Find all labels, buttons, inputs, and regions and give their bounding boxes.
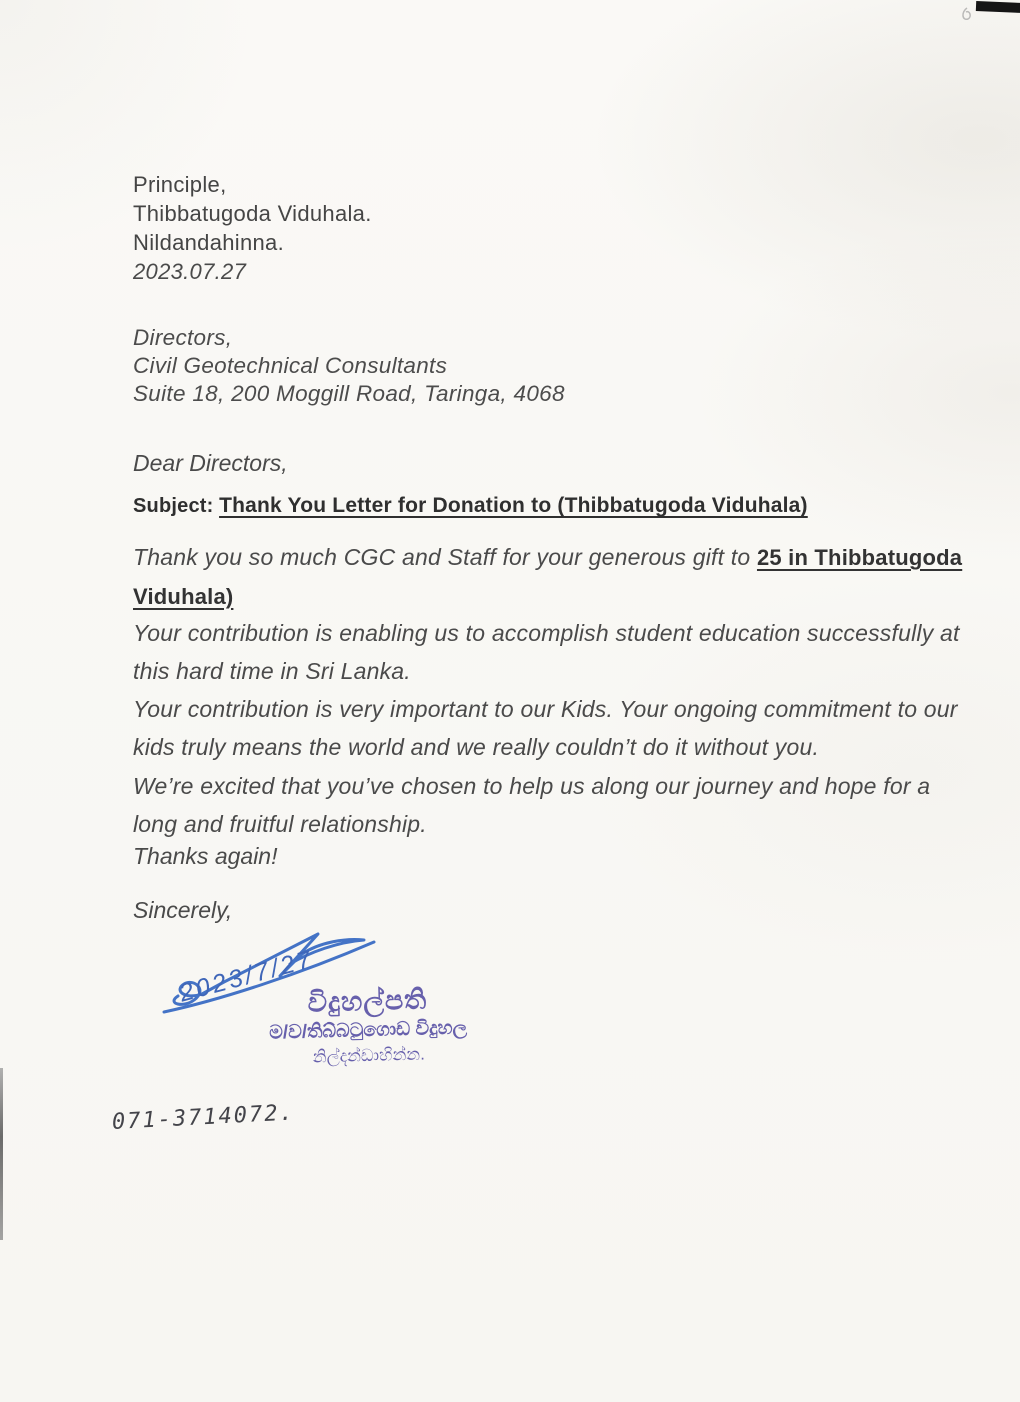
subject-text: Thank You Letter for Donation to (Thibbatugoda Viduhala)	[219, 494, 808, 517]
stamp-town: නිල්දන්ඩාහින්න.	[312, 1044, 426, 1067]
paragraph-thank-you-italic: Thank you so much CGC and Staff for your generous gift to	[133, 544, 757, 570]
paragraph-journey: We’re excited that you’ve chosen to help us along our journey and hope for a long and fruitful relationship.	[133, 773, 931, 837]
paragraph-contribution-kids: Your contribution is very important to our Kids. Your ongoing commitment to our kids truly means the world and we really couldn’t do it without you.	[133, 696, 958, 760]
sender-line: Nildandahinna.	[133, 230, 284, 255]
recipient-line: Suite 18, 200 Moggill Road, Taringa, 4068	[133, 381, 565, 406]
principal-stamp	[247, 981, 489, 1070]
salutation: Dear Directors,	[133, 450, 288, 476]
scan-artifact-corner	[976, 1, 1020, 13]
sender-address-block	[133, 170, 372, 286]
recipient-line: Directors,	[133, 325, 233, 350]
subject-label: Subject:	[133, 495, 214, 517]
stamp-title: විදුහල්පති	[307, 984, 428, 1018]
subject-line	[133, 494, 808, 518]
sender-line: Principle,	[133, 172, 227, 197]
paragraph-thank-you	[133, 538, 981, 616]
letter-date: 2023.07.27	[133, 259, 247, 284]
handwritten-date: 2023/7/27	[176, 944, 318, 1008]
scan-artifact-edge-line	[0, 1068, 3, 1240]
recipient-line: Civil Geotechnical Consultants	[133, 353, 448, 378]
stamp-school: ම/ව/තිබ්බටුගොඩ විදුහල	[268, 1017, 468, 1044]
paragraph-contribution-education: Your contribution is enabling us to accomplish student education successfully at this hard time in Sri Lanka.	[133, 620, 960, 684]
handwritten-phone: 071-3714072.	[111, 1100, 296, 1135]
thanks-line: Thanks again!	[133, 843, 278, 869]
paragraph-thank-you-emphasis: 25 in Thibbatugoda Viduhala)	[133, 545, 963, 609]
sender-line: Thibbatugoda Viduhala.	[133, 201, 372, 226]
scan-artifact-pencil-mark	[955, 4, 979, 28]
closing-line: Sincerely,	[133, 897, 233, 923]
recipient-address-block	[133, 324, 565, 408]
